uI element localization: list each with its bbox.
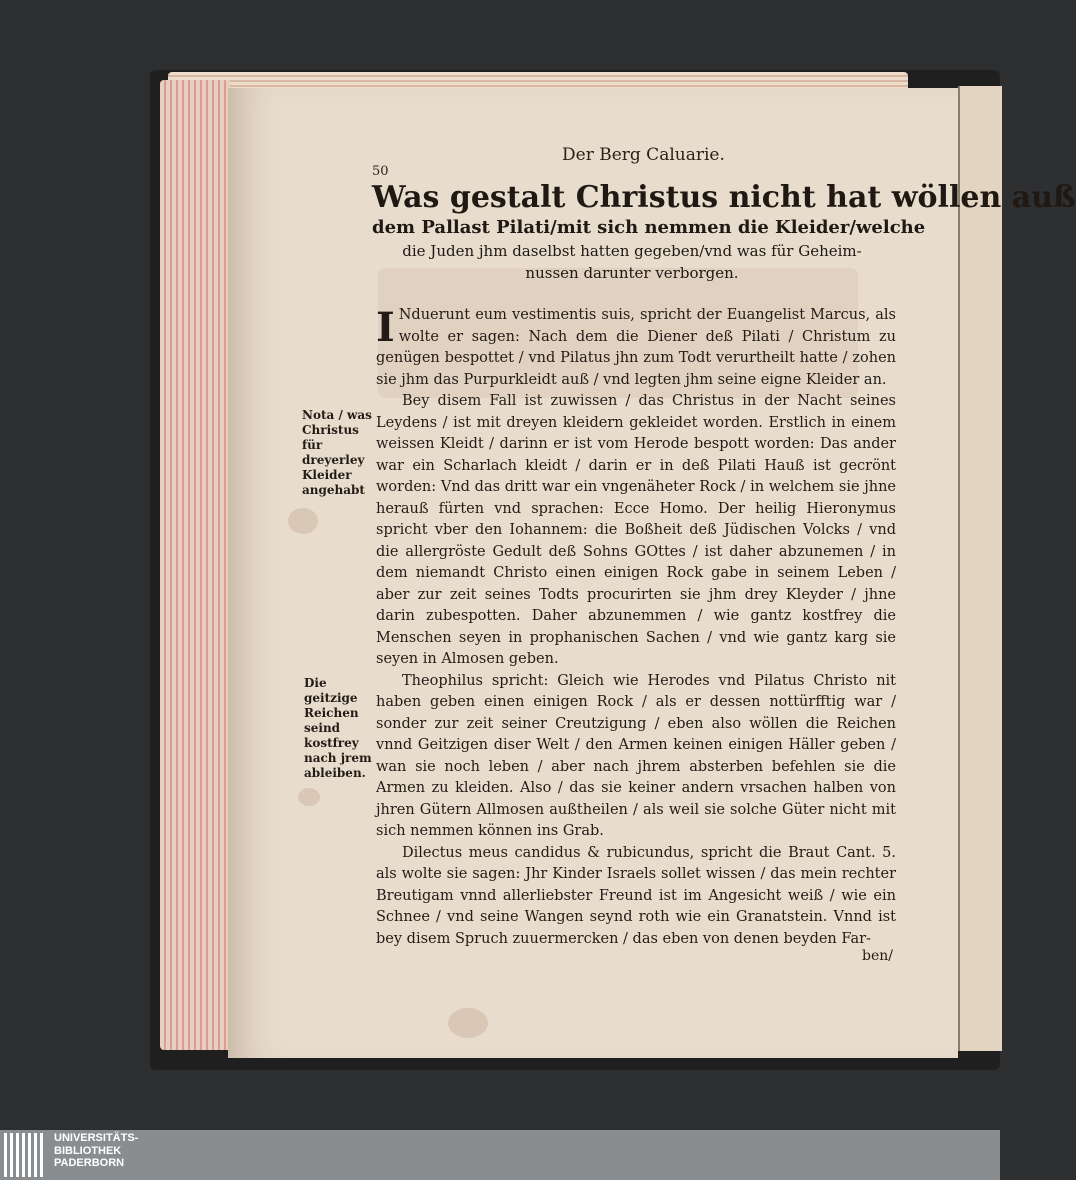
chapter-title-line: Was gestalt Christus nicht hat wöllen auß [372, 180, 1076, 215]
library-name-line: PADERBORN [54, 1157, 125, 1169]
paragraph: Bey disem Fall ist zuwissen / das Christus in der Nacht seines Leydens / ist mit dreyen kleidern gekleidet worden. Erstlich in einem weissen Kleidt / darinn er ist vom Herode bespott worden: Das ander war ein Scharlach kleidt / darin er in deß Pilati Hauß ist gecrönt worden: Vnd das dritt war ein vngenäheter Rock / in welchem sie jhne herauß fürten vnd sprachen: Ecce Homo. Der heilig Hieronymus spricht vber den Iohannem: die Boßheit deß Jüdischen Volcks / vnd die allergröste Gedult deß Sohns GOttes / ist daher abzunemen / in dem niemandt Christo einen einigen Rock gabe in seinem Leben / aber zur zeit seines Todts procurirten sie jhm drey Kleyder / jhne darin zubespotten. Daher abzunemmen / wie gantz kostfrey die Menschen seyen in prophanischen Sachen / vnd wie gantz karg sie seyen in Almosen geben. [376, 393, 896, 667]
running-head: Der Berg Caluarie. [562, 145, 725, 165]
library-logo-icon [4, 1133, 46, 1177]
paragraph [376, 305, 896, 391]
paragraph-text: Nduerunt eum vestimentis suis, spricht der Euangelist Marcus, als wolte er sagen: Nach dem die Diener deß Pilati / Christum zu genügen bespottet / vnd Pilatus jhn zum Todt verurtheilt hatte / zohen sie jhm das Purpurkleidt auß / vnd legten jhm seine eigne Kleider an. [376, 307, 896, 388]
paragraph: Theophilus spricht: Gleich wie Herodes vnd Pilatus Christo nit haben geben einen einigen Rock / als er dessen nottürfftig war / sonder zur zeit seiner Creutzigung / eben also wöllen die Reichen vnnd Geitzigen diser Welt / den Armen keinen einigen Häller geben / wan sie noch leben / aber nach jhrem absterben befehlen sie die Armen zu kleiden. Also / das sie keiner andern vrsachen halben von jhren Gütern Allmosen außtheilen / als weil sie solche Güter nicht mit sich nemmen können ins Grab. [376, 672, 896, 839]
library-name-line: UNIVERSITÄTS- [54, 1132, 139, 1144]
page-number: 50 [372, 164, 389, 179]
library-name [54, 1132, 138, 1170]
chapter-title-line: nussen darunter verborgen. [525, 264, 739, 282]
chapter-title-line: die Juden jhm daselbst hatten gegeben/vnd was für Geheim- [402, 242, 862, 260]
library-footer-bar [0, 1130, 1000, 1180]
chapter-title [372, 180, 1076, 284]
margin-note: Nota / was Christus für dreyerley Kleider angehabt [302, 408, 372, 497]
paragraph: Dilectus meus candidus & rubicundus, spricht die Braut Cant. 5. als wolte sie sagen: Jhr Kinder Israels sollet wissen / das mein rechter Breutigam vnnd allerliebster Freund ist im Angesicht weiß / wie ein Schnee / vnd seine Wangen seynd roth wie ein Granatstein. Vnnd ist bey disem Spruch zuuermercken / das eben von denen beyden Far- [376, 844, 896, 947]
body-text [376, 305, 896, 950]
catchword: ben/ [862, 948, 893, 964]
margin-note: Die geitzige Reichen seind kostfrey nach jrem ableiben. [304, 676, 372, 780]
library-name-line: BIBLIOTHEK [54, 1144, 122, 1157]
drop-capital: I [376, 304, 395, 351]
chapter-title-line: dem Pallast Pilati/mit sich nemmen die Kleider/welche [372, 217, 926, 238]
